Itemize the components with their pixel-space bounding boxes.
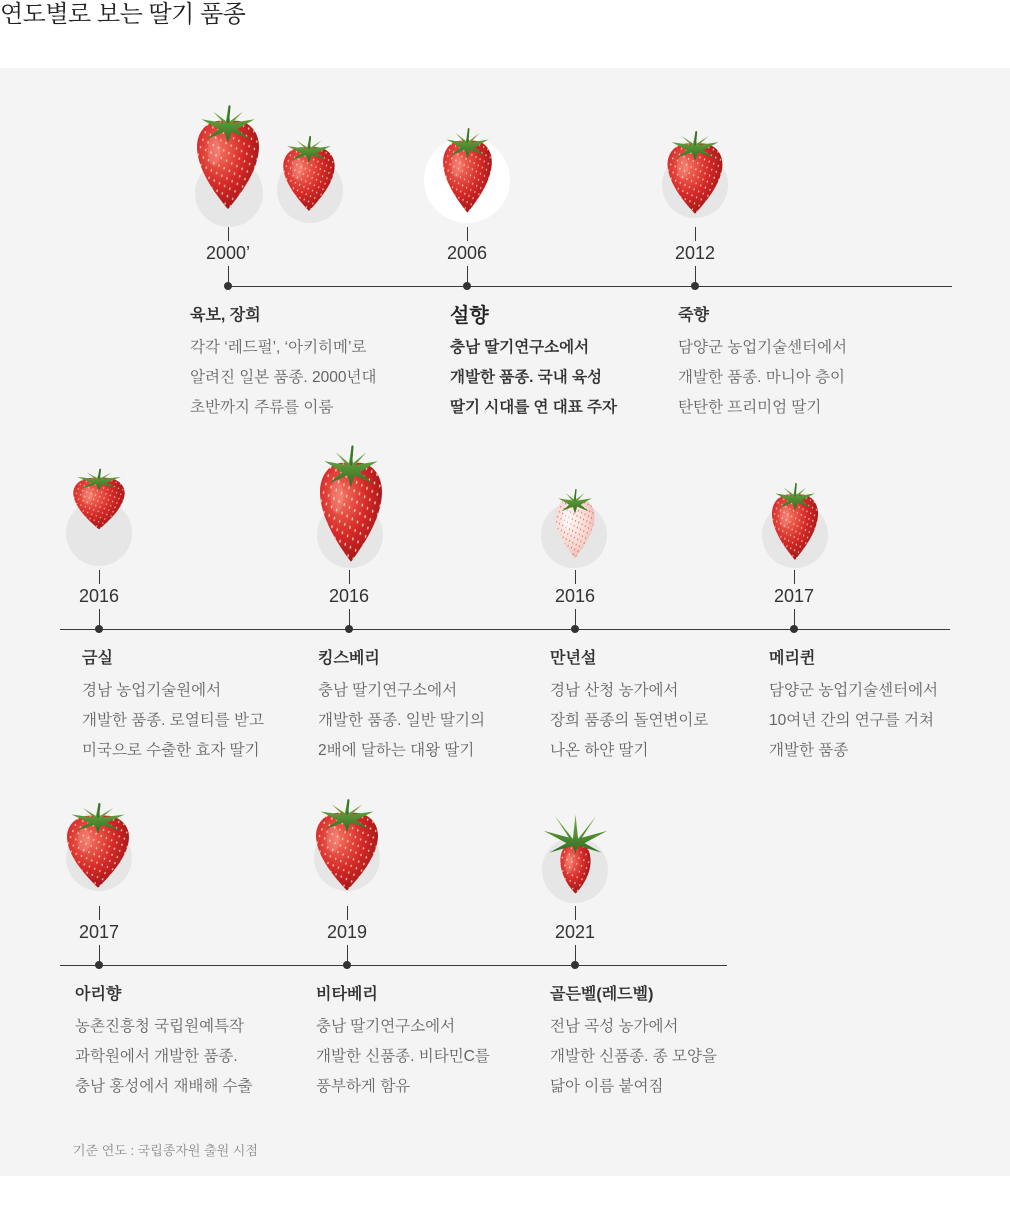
timeline-dot: [343, 961, 351, 969]
variety-info: [190, 304, 376, 423]
description-line: 개발한 품종. 일반 딸기의: [318, 712, 485, 729]
source-footnote: 기준 연도 : 국립종자원 출원 시점: [73, 1143, 258, 1158]
description-line: 농촌진흥청 국립원예특작: [75, 1018, 245, 1035]
white-strawberry-icon: [553, 488, 597, 560]
year-tick: [794, 570, 795, 584]
variety-info: [769, 647, 938, 766]
year-connector: [228, 266, 229, 283]
year-tick: [467, 227, 468, 241]
year-connector: [347, 945, 348, 962]
variety-description: [190, 333, 376, 423]
variety-name: 만년설: [550, 650, 597, 667]
strawberry-icon: [193, 104, 263, 212]
variety-info: [318, 647, 485, 766]
year-tick: [347, 906, 348, 920]
description-line: 알려진 일본 품종. 2000년대: [190, 369, 377, 386]
year-connector: [349, 609, 350, 626]
description-line: 초반까지 주류를 이룸: [190, 399, 334, 416]
variety-info: [450, 304, 617, 423]
description-line: 경남 산청 농가에서: [550, 682, 679, 699]
description-line: 담양군 농업기술센터에서: [678, 339, 848, 356]
variety-name: 골든벨(레드벨): [550, 986, 654, 1003]
year-connector: [467, 266, 468, 283]
description-line: 개발한 신품종. 비타민C를: [316, 1048, 490, 1065]
description-line: 개발한 신품종. 종 모양을: [550, 1048, 717, 1065]
strawberry-icon: [769, 482, 821, 562]
timeline-dot: [95, 961, 103, 969]
year-label: 2006: [446, 243, 488, 263]
timeline-line: [228, 286, 952, 287]
strawberry-icon: [316, 444, 386, 565]
description-line: 나온 하얀 딸기: [550, 742, 649, 759]
variety-name: 금실: [82, 650, 113, 667]
year-label: 2017: [773, 586, 815, 606]
description-line: 10여년 간의 연구를 거쳐: [769, 712, 934, 729]
description-line: 각각 ‘레드펄’, ‘아키히메’로: [190, 339, 367, 356]
timeline-row: [0, 779, 1010, 1109]
variety-description: [450, 333, 617, 423]
variety-name: 킹스베리: [318, 650, 380, 667]
variety-description: [75, 1012, 253, 1102]
timeline-dot: [691, 282, 699, 290]
description-line: 개발한 품종. 국내 육성: [450, 369, 602, 386]
year-label: 2019: [326, 922, 368, 942]
description-line: 풍부하게 함유: [316, 1078, 411, 1095]
strawberry-icon: [280, 135, 338, 213]
year-connector: [99, 945, 100, 962]
timeline-line: [60, 965, 727, 966]
variety-description: [769, 676, 938, 766]
timeline-dot: [95, 625, 103, 633]
description-line: 딸기 시대를 연 대표 주자: [450, 399, 617, 416]
variety-info: [550, 647, 708, 766]
year-label: 2000’: [205, 243, 251, 263]
timeline-line: [60, 629, 950, 630]
year-tick: [575, 570, 576, 584]
timeline-dot: [571, 961, 579, 969]
variety-name: 메리퀸: [769, 650, 816, 667]
year-tick: [99, 906, 100, 920]
strawberry-icon: [440, 127, 495, 215]
description-line: 충남 딸기연구소에서: [316, 1018, 456, 1035]
year-tick: [349, 570, 350, 584]
variety-info: [550, 983, 717, 1102]
strawberry-icon: [664, 130, 726, 216]
description-line: 개발한 품종: [769, 742, 849, 759]
description-line: 2배에 달하는 대왕 딸기: [318, 742, 475, 759]
description-line: 장희 품종의 돌연변이로: [550, 712, 709, 729]
variety-description: [678, 333, 847, 423]
page-title: 연도별로 보는 딸기 품종: [0, 1, 246, 28]
year-tick: [695, 227, 696, 241]
variety-name: 설향: [450, 305, 489, 327]
description-line: 닮아 이름 붙여짐: [550, 1078, 664, 1095]
year-tick: [228, 227, 229, 241]
description-line: 전남 곡성 농가에서: [550, 1018, 679, 1035]
description-line: 미국으로 수출한 효자 딸기: [82, 742, 260, 759]
variety-description: [550, 676, 708, 766]
year-connector: [575, 609, 576, 626]
variety-description: [318, 676, 485, 766]
description-line: 충남 딸기연구소에서: [318, 682, 458, 699]
variety-description: [82, 676, 264, 766]
strawberry-icon: [63, 802, 133, 890]
description-line: 충남 딸기연구소에서: [450, 339, 590, 356]
year-connector: [99, 609, 100, 626]
timeline-dot: [571, 625, 579, 633]
variety-name: 죽향: [678, 307, 709, 324]
year-tick: [99, 570, 100, 584]
strawberry-icon: [543, 813, 608, 895]
variety-name: 비타베리: [316, 986, 378, 1003]
variety-info: [75, 983, 253, 1102]
year-label: 2012: [674, 243, 716, 263]
strawberry-icon: [312, 798, 382, 893]
timeline-dot: [463, 282, 471, 290]
timeline-row: [0, 100, 1010, 430]
year-label: 2016: [328, 586, 370, 606]
year-connector: [575, 945, 576, 962]
timeline-dot: [224, 282, 232, 290]
description-line: 개발한 품종. 마니아 층이: [678, 369, 845, 386]
description-line: 충남 홍성에서 재배해 수출: [75, 1078, 253, 1095]
variety-description: [316, 1012, 490, 1102]
year-tick: [575, 906, 576, 920]
description-line: 개발한 품종. 로열티를 받고: [82, 712, 264, 729]
variety-info: [82, 647, 264, 766]
variety-name: 아리향: [75, 986, 122, 1003]
variety-name: 육보, 장희: [190, 307, 261, 324]
variety-description: [550, 1012, 717, 1102]
year-label: 2021: [554, 922, 596, 942]
year-label: 2016: [78, 586, 120, 606]
description-line: 과학원에서 개발한 품종.: [75, 1048, 238, 1065]
timeline-dot: [345, 625, 353, 633]
year-connector: [794, 609, 795, 626]
timeline-dot: [790, 625, 798, 633]
description-line: 탄탄한 프리미엄 딸기: [678, 399, 822, 416]
year-connector: [695, 266, 696, 283]
strawberry-icon: [70, 468, 128, 531]
year-label: 2016: [554, 586, 596, 606]
description-line: 담양군 농업기술센터에서: [769, 682, 939, 699]
timeline-row: [0, 443, 1010, 773]
variety-info: [316, 983, 490, 1102]
variety-info: [678, 304, 847, 423]
year-label: 2017: [78, 922, 120, 942]
description-line: 경남 농업기술원에서: [82, 682, 222, 699]
